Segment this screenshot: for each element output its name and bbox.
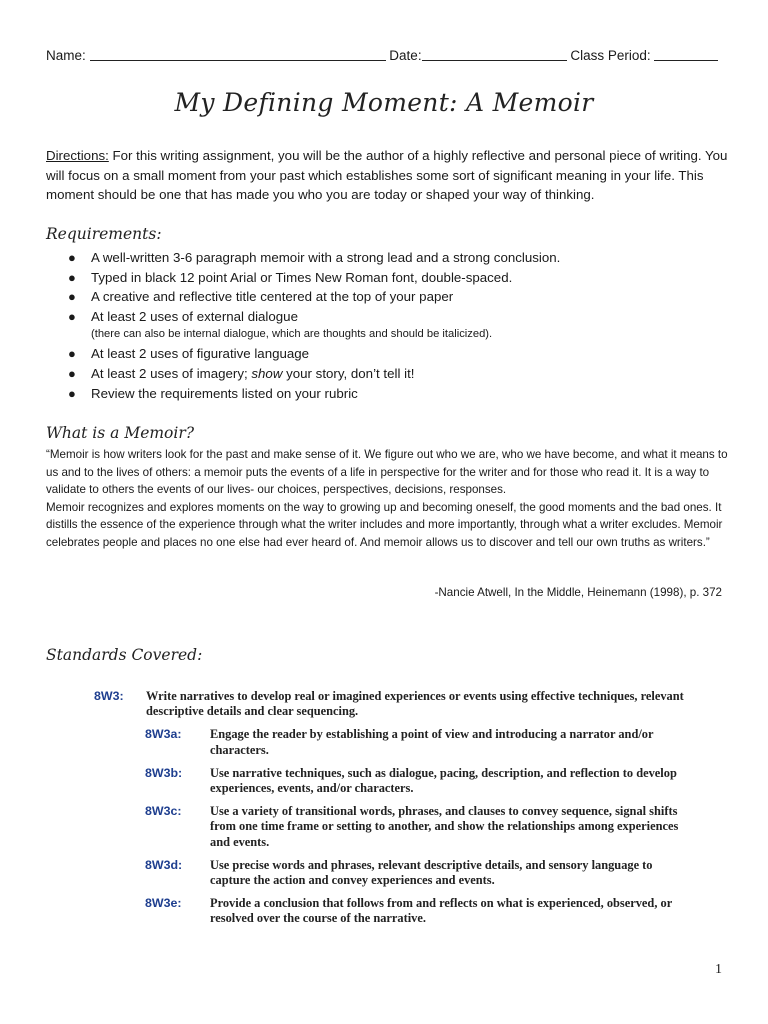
- bullet-icon: ●: [68, 269, 76, 285]
- list-item: ● A creative and reflective title centered at the top of your paper: [68, 287, 728, 307]
- standards-heading: Standards Covered:: [46, 646, 203, 664]
- standard-text: Write narratives to develop real or imagined experiences or events using effective techniques, relevant descriptive details and clear sequencing.: [146, 689, 684, 719]
- requirements-heading: Requirements:: [46, 225, 162, 243]
- standard-code: 8W3e:: [145, 896, 182, 911]
- imagery-emphasis: show: [251, 365, 283, 381]
- date-blank: [422, 48, 567, 61]
- directions-text: For this writing assignment, you will be the author of a highly reflective and personal piece of writing. You will focus on a small moment from your past which establishes some sort of significant meaning in your life. This moment should be one that has made you who you are today or shaped your way of thinking.: [46, 148, 728, 202]
- standard-8w3: [94, 689, 694, 719]
- quote-paragraph-1: “Memoir is how writers look for the past and make sense of it. We figure out who we are, who we have become, and what it means to us and to the lives of others: a memoir puts the events of a life in perspective for the writer and for those who read it. It is a way to validate to others the events of our lives- our choices, perspectives, decisions, responses.: [46, 448, 728, 497]
- standard-8w3a: [145, 727, 694, 757]
- list-item: ● Review the requirements listed on your rubric: [68, 384, 728, 404]
- bullet-icon: ●: [68, 365, 76, 381]
- standard-text: Engage the reader by establishing a point of view and introducing a narrator and/or characters.: [210, 727, 654, 757]
- standard-code: 8W3c:: [145, 804, 182, 819]
- list-item: ● Typed in black 12 point Arial or Times New Roman font, double-spaced.: [68, 268, 728, 288]
- standard-code: 8W3a:: [145, 727, 182, 742]
- standard-text: Use precise words and phrases, relevant descriptive details, and sensory language to capture the action and convey experiences and events.: [210, 857, 653, 888]
- standard-8w3c: [145, 804, 694, 850]
- page-title: My Defining Moment: A Memoir: [174, 88, 594, 117]
- quote-attribution: -Nancie Atwell, In the Middle, Heinemann (1998), p. 372: [434, 586, 722, 599]
- standard-text: Use narrative techniques, such as dialogue, pacing, description, and reflection to develop experiences, events, and/or characters.: [210, 765, 677, 796]
- standards-list: [94, 689, 694, 927]
- standard-8w3b: [145, 766, 694, 796]
- standard-code: 8W3b:: [145, 765, 183, 780]
- bullet-icon: ●: [68, 385, 76, 401]
- page-number: 1: [715, 962, 722, 977]
- class-period-blank: [654, 48, 718, 61]
- standard-code: 8W3:: [94, 689, 124, 703]
- directions-paragraph: [46, 146, 730, 205]
- requirements-list: [68, 248, 728, 403]
- directions-label: Directions:: [46, 148, 109, 163]
- standard-code: 8W3d:: [145, 857, 183, 872]
- list-item: ● At least 2 uses of external dialogue: [68, 307, 728, 327]
- standard-text: Use a variety of transitional words, phrases, and clauses to convey sequence, signal shifts from one time frame or setting to another, and show the relationships among experiences and events.: [210, 804, 679, 849]
- student-info-header: [46, 48, 726, 63]
- dialogue-note: (there can also be internal dialogue, which are thoughts and should be italicized).: [91, 328, 493, 341]
- date-label: Date:: [389, 48, 422, 63]
- quote-paragraph-2: Memoir recognizes and explores moments on the way to growing up and becoming oneself, the good moments and the bad ones. It distills the essence of the experience through what the writer includes and more importantly, through what a writer excludes. Memoir celebrates people and places no one else had ever heard of. And memoir allows us to discover and tell our own truths as writers.”: [46, 500, 723, 549]
- bullet-icon: ●: [68, 250, 76, 265]
- class-period-label: Class Period:: [570, 48, 651, 63]
- standard-8w3e: [145, 896, 694, 926]
- list-item: ● At least 2 uses of figurative language: [68, 344, 728, 364]
- list-item: ● At least 2 uses of imagery; show your story, don’t tell it!: [68, 364, 728, 384]
- name-label: Name:: [46, 48, 86, 63]
- standard-text: Provide a conclusion that follows from and reflects on what is experienced, observed, or resolved over the course of the narrative.: [210, 896, 672, 926]
- list-item: ● A well-written 3-6 paragraph memoir with a strong lead and a strong conclusion.: [68, 248, 728, 268]
- bullet-icon: ●: [68, 289, 76, 305]
- bullet-icon: ●: [68, 308, 76, 324]
- bullet-icon: ●: [68, 346, 76, 362]
- memoir-heading: What is a Memoir?: [46, 424, 195, 442]
- name-blank: [90, 48, 386, 61]
- memoir-quote: [46, 446, 730, 552]
- standard-8w3d: [145, 858, 694, 888]
